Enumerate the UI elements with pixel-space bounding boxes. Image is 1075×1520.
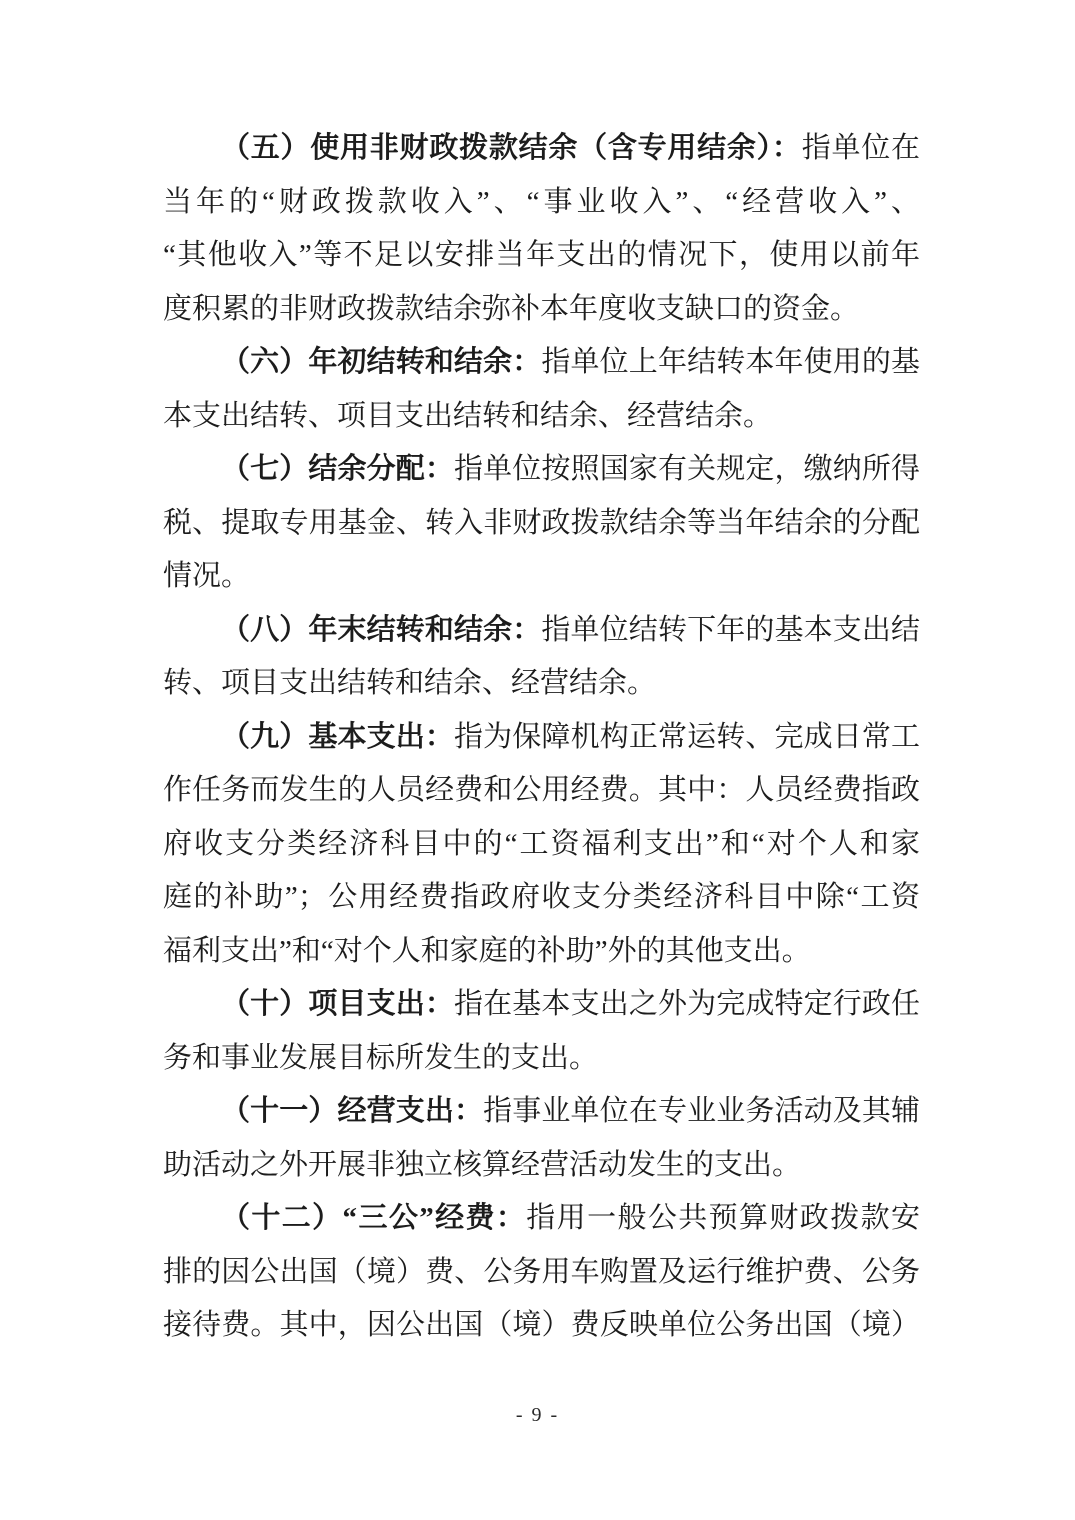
line-text: 作任务而发生的人员经费和公用经费。其中：人员经费指政 xyxy=(163,774,920,806)
text-line xyxy=(163,443,920,497)
line-text: 指用一般公共预算财政拨款安 xyxy=(526,1202,920,1234)
text-line xyxy=(163,229,920,283)
text-line xyxy=(163,1032,920,1086)
text-line xyxy=(163,711,920,765)
text-line xyxy=(163,122,920,176)
text-line xyxy=(163,1139,920,1193)
line-text: 情况。 xyxy=(163,560,251,592)
line-text: 助活动之外开展非独立核算经营活动发生的支出。 xyxy=(163,1148,802,1181)
line-text: 接待费。其中，因公出国（境）费反映单位公务出国（境） xyxy=(163,1309,920,1341)
line-text: 当年的“财政拨款收入”、“事业收入”、“经营收入”、 xyxy=(163,185,920,218)
text-line xyxy=(163,818,920,872)
text-line xyxy=(163,336,920,390)
term-label: （十）项目支出： xyxy=(221,988,455,1020)
text-line xyxy=(163,1246,920,1300)
term-label: （九）基本支出： xyxy=(221,720,455,753)
text-line xyxy=(163,764,920,818)
line-text: 指单位上年结转本年使用的基 xyxy=(541,346,920,378)
term-label: （六）年初结转和结余： xyxy=(221,346,542,378)
text-line xyxy=(163,497,920,551)
term-label: （十二）“三公”经费： xyxy=(221,1202,527,1234)
text-line xyxy=(163,1085,920,1139)
line-text: 指单位在 xyxy=(801,132,920,164)
line-text: 指单位按照国家有关规定，缴纳所得 xyxy=(454,453,920,485)
line-text: 本支出结转、项目支出结转和结余、经营结余。 xyxy=(163,399,773,432)
text-line xyxy=(163,550,920,604)
line-text: 排的因公出国（境）费、公务用车购置及运行维护费、公务 xyxy=(163,1255,920,1288)
line-text: 度积累的非财政拨款结余弥补本年度收支缺口的资金。 xyxy=(163,292,860,325)
text-line xyxy=(163,978,920,1032)
text-line xyxy=(163,1192,920,1246)
term-label: （七）结余分配： xyxy=(221,453,455,485)
document-text xyxy=(163,122,920,1353)
term-label: （十一）经营支出： xyxy=(221,1095,484,1127)
line-text: 福利支出”和“对个人和家庭的补助”外的其他支出。 xyxy=(163,934,811,967)
text-line xyxy=(163,390,920,444)
line-text: 指事业单位在专业业务活动及其辅 xyxy=(483,1095,920,1127)
term-label: （八）年末结转和结余： xyxy=(221,613,542,646)
text-line xyxy=(163,925,920,979)
term-label: （五）使用非财政拨款结余（含专用结余）： xyxy=(221,132,802,164)
text-line xyxy=(163,176,920,230)
text-line xyxy=(163,1299,920,1353)
text-line xyxy=(163,604,920,658)
line-text: 庭的补助”；公用经费指政府收支分类经济科目中除“工资 xyxy=(163,881,920,913)
page-number: - 9 - xyxy=(515,1404,560,1426)
line-text: 指在基本支出之外为完成特定行政任 xyxy=(454,988,920,1020)
line-text: 指单位结转下年的基本支出结 xyxy=(541,613,920,646)
line-text: 税、提取专用基金、转入非财政拨款结余等当年结余的分配 xyxy=(163,506,920,539)
line-text: 务和事业发展目标所发生的支出。 xyxy=(163,1041,599,1074)
line-text: 府收支分类经济科目中的“工资福利支出”和“对个人和家 xyxy=(163,827,920,860)
line-text: 指为保障机构正常运转、完成日常工 xyxy=(454,720,920,753)
line-text: “其他收入”等不足以安排当年支出的情况下，使用以前年 xyxy=(163,239,920,271)
text-line xyxy=(163,871,920,925)
text-line xyxy=(163,283,920,337)
line-text: 转、项目支出结转和结余、经营结余。 xyxy=(163,667,657,699)
text-line xyxy=(163,657,920,711)
